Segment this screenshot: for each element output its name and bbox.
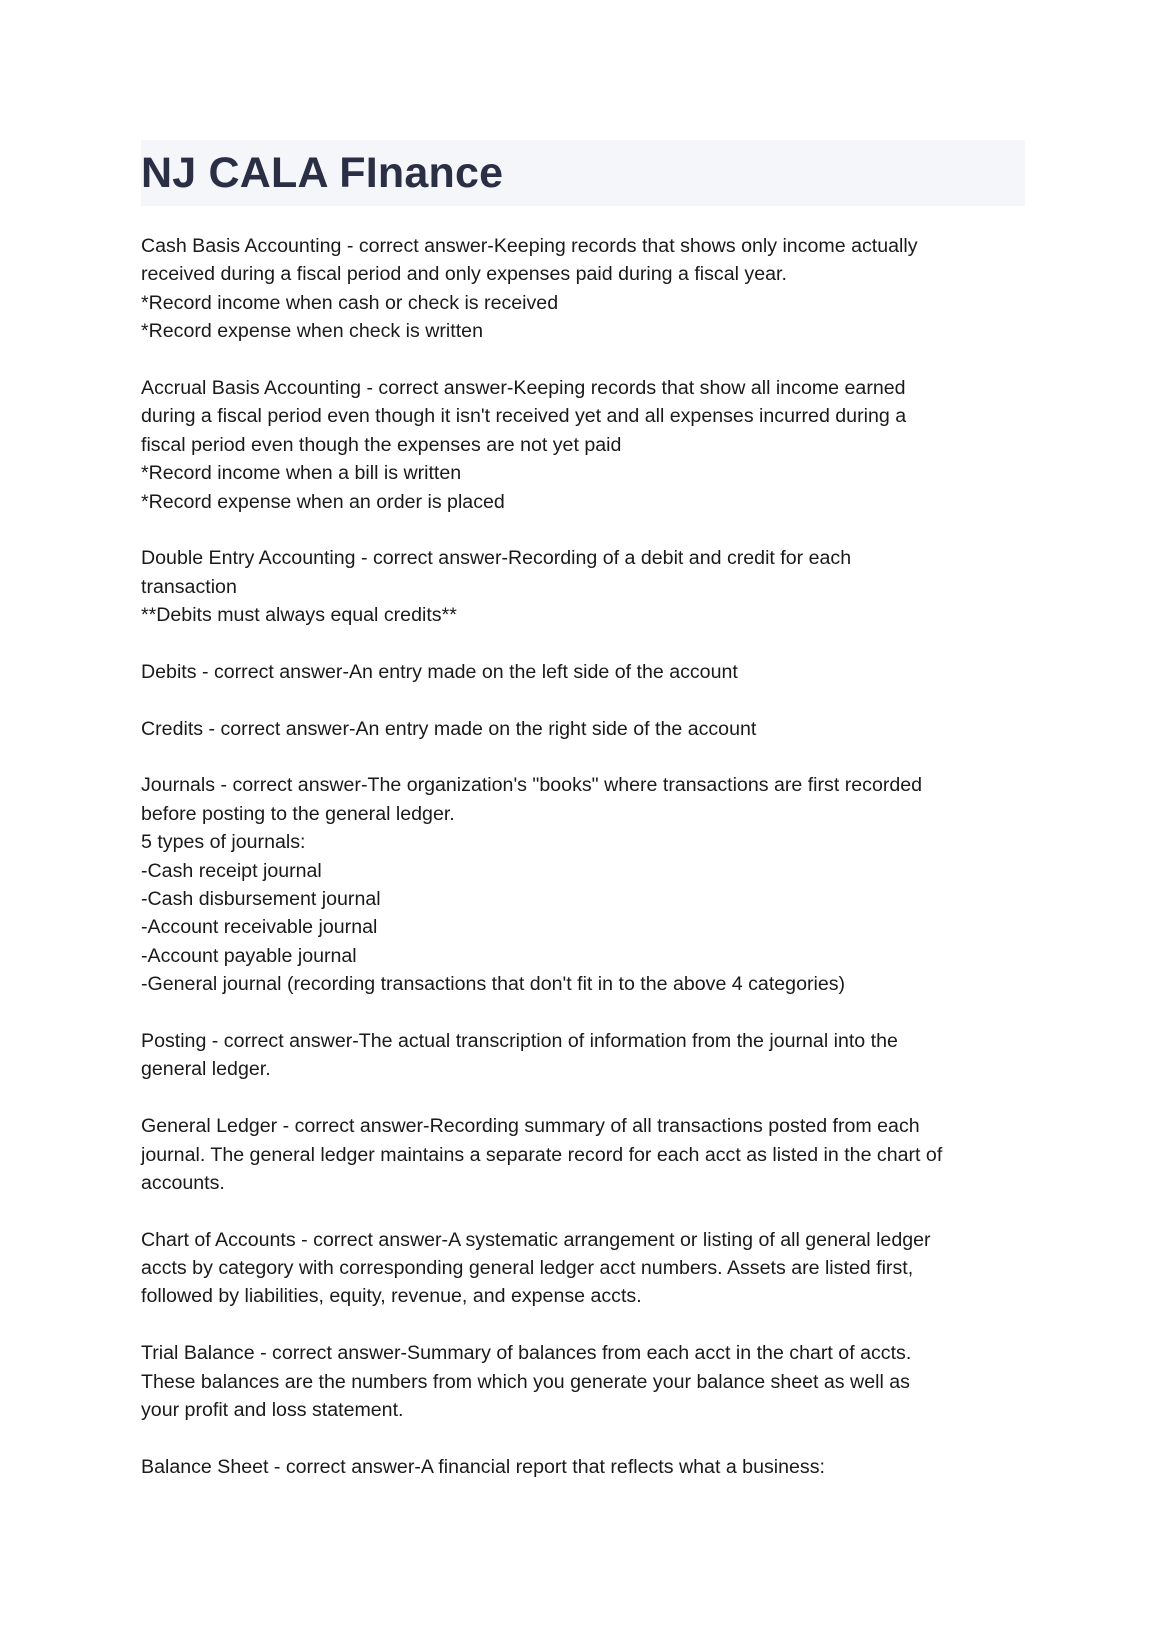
entry-line: Balance Sheet - correct answer-A financial report that reflects what a business: (141, 1455, 825, 1478)
entry-line: Chart of Accounts - correct answer-A systematic arrangement or listing of all general ledger (141, 1228, 931, 1251)
entry-line: accts by category with corresponding general ledger acct numbers. Assets are listed first, (141, 1257, 914, 1280)
entry-line: followed by liabilities, equity, revenue, and expense accts. (141, 1285, 642, 1308)
entry-line: Posting - correct answer-The actual transcription of information from the journal into the (141, 1029, 898, 1052)
entry-line: before posting to the general ledger. (141, 802, 455, 825)
entry-posting (141, 1027, 1041, 1084)
entry-line: -Account payable journal (141, 944, 357, 967)
entry-line: fiscal period even though the expenses are not yet paid (141, 433, 622, 456)
entry-credits (141, 715, 1041, 743)
entry-line: -General journal (recording transactions that don't fit in to the above 4 categories) (141, 973, 846, 996)
entry-journals (141, 771, 1041, 998)
entry-line: general ledger. (141, 1058, 271, 1081)
entry-line: received during a fiscal period and only expenses paid during a fiscal year. (141, 263, 787, 286)
entry-line: General Ledger - correct answer-Recording summary of all transactions posted from each (141, 1115, 920, 1138)
entry-debits (141, 658, 1041, 686)
entry-line: *Record income when cash or check is received (141, 291, 559, 314)
entry-line: -Account receivable journal (141, 916, 378, 939)
entry-line: Accrual Basis Accounting - correct answer-Keeping records that show all income earned (141, 376, 906, 399)
entry-line: *Record expense when an order is placed (141, 490, 505, 513)
entry-line: Debits - correct answer-An entry made on the left side of the account (141, 660, 738, 683)
entry-balance-sheet (141, 1453, 1041, 1481)
entry-line: Cash Basis Accounting - correct answer-Keeping records that shows only income actually (141, 235, 918, 257)
entry-line: Trial Balance - correct answer-Summary of balances from each acct in the chart of accts. (141, 1342, 912, 1365)
entry-chart-of-accounts (141, 1226, 1041, 1311)
entry-line: Double Entry Accounting - correct answer-Recording of a debit and credit for each (141, 547, 852, 570)
entry-line: 5 types of journals: (141, 831, 306, 854)
entry-line: journal. The general ledger maintains a separate record for each acct as listed in the chart of (141, 1143, 943, 1166)
entry-line: *Record income when a bill is written (141, 462, 462, 485)
entry-accrual-basis-accounting (141, 374, 1041, 516)
document-body (141, 232, 1041, 1510)
document-title: NJ CALA FInance (141, 149, 504, 197)
entry-line: transaction (141, 575, 237, 598)
entry-general-ledger (141, 1112, 1041, 1197)
entry-double-entry-accounting (141, 544, 1041, 629)
entry-line: Journals - correct answer-The organization's "books" where transactions are first recorded (141, 774, 923, 797)
entry-line: -Cash receipt journal (141, 859, 322, 882)
entry-cash-basis-accounting (141, 232, 1041, 346)
entry-trial-balance (141, 1339, 1041, 1424)
entry-line: -Cash disbursement journal (141, 887, 381, 910)
entry-line: Credits - correct answer-An entry made on the right side of the account (141, 717, 757, 740)
entry-line: during a fiscal period even though it isn't received yet and all expenses incurred during a (141, 405, 907, 428)
entry-line: your profit and loss statement. (141, 1399, 404, 1422)
entry-line: **Debits must always equal credits** (141, 604, 457, 627)
entry-line: accounts. (141, 1171, 225, 1194)
entry-line: *Record expense when check is written (141, 320, 483, 343)
entry-line: These balances are the numbers from which you generate your balance sheet as well as (141, 1370, 910, 1393)
